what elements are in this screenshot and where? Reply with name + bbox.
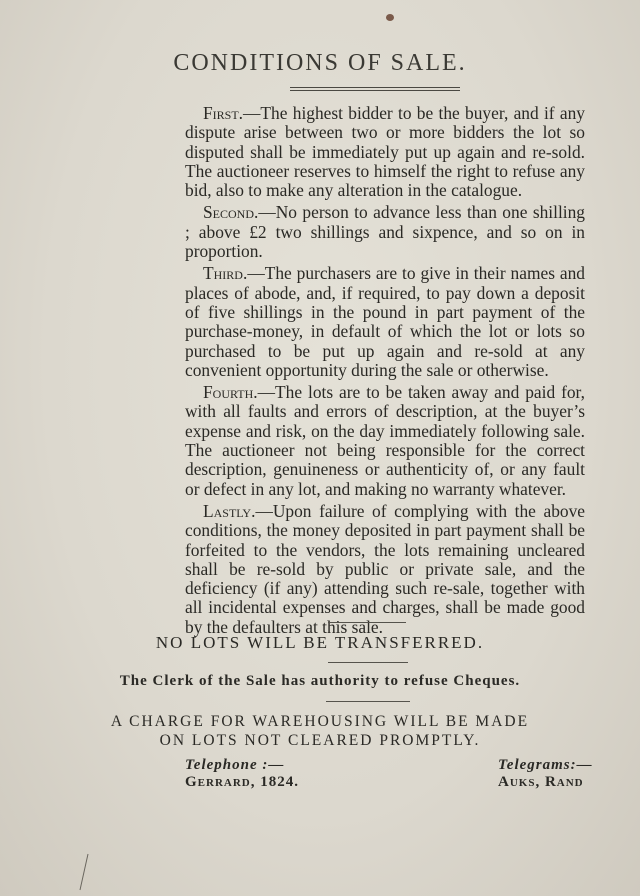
condition-lead: Lastly. [203,500,256,521]
section-rule [328,622,406,623]
telegrams-value: Auks, Rand [498,774,584,790]
condition-text: —The purchasers are to give in their names and places of abode, and, if required, to pay down a deposit of five shillings in the pound in part payment of the purchase-money, in default of which the lot or lots so purchased to be put up again and re-sold at any convenient opportunity during the sale or otherwise. [185,263,585,380]
notice-transfer: NO LOTS WILL BE TRANSFERRED. [155,633,485,652]
condition-text: —No person to advance less than one shilling ; above £2 two shillings and sixpence, and so on in proportion. [185,202,585,262]
condition-text: —The highest bidder to be the buyer, and if any dispute arise between two or more bidders the lot so disputed shall be immediately put up again and re-sold. The auctioneer reserves to himself the right to refuse any bid, also to make any alteration in the catalogue. [185,103,585,201]
telephone-label: Telephone :— [185,757,285,773]
telephone-block [185,757,299,791]
notice-warehousing-line2: ON LOTS NOT CLEARED PROMPTLY. [159,732,481,749]
ink-spot [386,14,394,21]
telegrams-label: Telegrams:— [498,757,593,773]
condition-second [185,203,585,261]
condition-lead: Second. [203,202,259,223]
section-rule [328,662,408,663]
condition-lead: Fourth. [203,382,258,403]
telephone-value: Gerrard, 1824. [185,774,299,790]
condition-fourth [185,383,585,499]
telegrams-block [498,757,593,791]
condition-text: —Upon failure of complying with the above conditions, the money deposited in part payment shall be forfeited to the vendors, the lots remaining uncleared shall be re-sold by public or private sale, and the deficiency (if any) attending such re-sale, together with all incidental expenses and charges, shall be made good by the defaulters at this sale. [185,500,585,637]
page-title: CONDITIONS OF SALE. [173,50,467,76]
title-rule [290,87,460,91]
notice-warehousing-line1: A CHARGE FOR WAREHOUSING WILL BE MADE [110,713,530,730]
condition-lead: Third. [203,263,248,284]
section-rule [326,701,410,702]
condition-lead: First. [203,103,244,123]
pencil-mark [74,852,94,892]
notice-cheques: The Clerk of the Sale has authority to refuse Cheques. [119,673,521,689]
notice-warehousing [0,712,640,750]
condition-text: —The lots are to be taken away and paid for, with all faults and errors of description, at the buyer’s expense and risk, on the day immediately following sale. The auctioneer not being responsible for the correct description, genuineness or authenticity of, or any fault or defect in any lot, and making no warranty whatever. [185,382,585,499]
condition-third [185,264,585,380]
condition-first [185,104,585,200]
conditions-list [185,104,585,640]
condition-lastly [185,502,585,637]
